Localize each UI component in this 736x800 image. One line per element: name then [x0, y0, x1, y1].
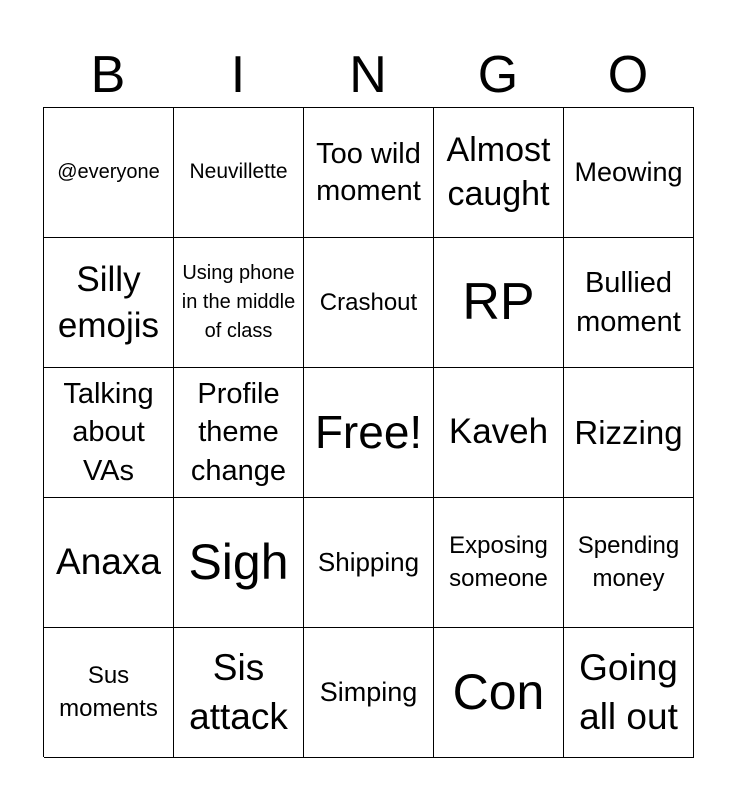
cell-text: Rizzing — [574, 413, 683, 451]
bingo-cell[interactable] — [434, 238, 564, 368]
cell-text: Simping — [319, 676, 418, 707]
header-letter-g: G — [477, 46, 519, 104]
bingo-cell[interactable] — [434, 498, 564, 628]
bingo-cell[interactable] — [174, 628, 304, 758]
bingo-cell[interactable] — [44, 108, 174, 238]
cell-text: Silly emojis — [57, 260, 160, 345]
bingo-cell[interactable] — [434, 108, 564, 238]
cell-text: Free! — [314, 406, 423, 459]
cell-text: Sis attack — [189, 647, 288, 737]
cell-text: Too wild moment — [316, 138, 421, 207]
cell-text: Anaxa — [56, 541, 161, 583]
bingo-cell[interactable] — [564, 108, 694, 238]
cell-text: Spending money — [577, 532, 680, 592]
bingo-cell[interactable] — [174, 238, 304, 368]
bingo-cell[interactable] — [564, 368, 694, 498]
cell-text: Shipping — [317, 546, 420, 577]
header-letter-n: N — [349, 46, 387, 104]
bingo-cell[interactable] — [44, 368, 174, 498]
cell-text: Kaveh — [448, 412, 549, 452]
bingo-cell[interactable] — [564, 238, 694, 368]
bingo-cell[interactable] — [44, 498, 174, 628]
bingo-cell[interactable] — [564, 628, 694, 758]
bingo-cell[interactable] — [174, 368, 304, 498]
cell-text: Sigh — [188, 533, 289, 590]
bingo-board — [43, 107, 694, 757]
header-letter-o: O — [607, 46, 649, 104]
cell-text: Con — [452, 663, 545, 720]
cell-text: Neuvillette — [189, 160, 288, 184]
cell-text: Almost caught — [446, 130, 551, 213]
cell-text: Talking about VAs — [63, 378, 154, 487]
cell-text: Using phone in the middle of class — [181, 262, 296, 342]
bingo-cell[interactable] — [564, 498, 694, 628]
cell-text: Bullied moment — [576, 267, 681, 338]
bingo-cell[interactable] — [304, 628, 434, 758]
bingo-cell[interactable] — [174, 108, 304, 238]
bingo-cell[interactable] — [304, 108, 434, 238]
header-letter-i: I — [230, 46, 246, 104]
bingo-cell[interactable] — [304, 498, 434, 628]
cell-text: Going all out — [579, 647, 678, 737]
bingo-cell[interactable] — [174, 498, 304, 628]
cell-text: Crashout — [319, 288, 418, 316]
header-letter-b: B — [90, 46, 126, 104]
cell-text: RP — [462, 272, 535, 331]
cell-text: Sus moments — [59, 662, 158, 722]
bingo-cell[interactable] — [434, 368, 564, 498]
cell-text: @everyone — [57, 161, 160, 183]
bingo-cell[interactable] — [434, 628, 564, 758]
cell-text: Exposing someone — [449, 532, 548, 592]
cell-text: Profile theme change — [190, 378, 287, 487]
bingo-cell[interactable] — [304, 368, 434, 498]
bingo-header — [43, 42, 693, 108]
bingo-cell[interactable] — [44, 238, 174, 368]
bingo-cell[interactable] — [44, 628, 174, 758]
cell-text: Meowing — [574, 156, 683, 187]
bingo-cell[interactable] — [304, 238, 434, 368]
